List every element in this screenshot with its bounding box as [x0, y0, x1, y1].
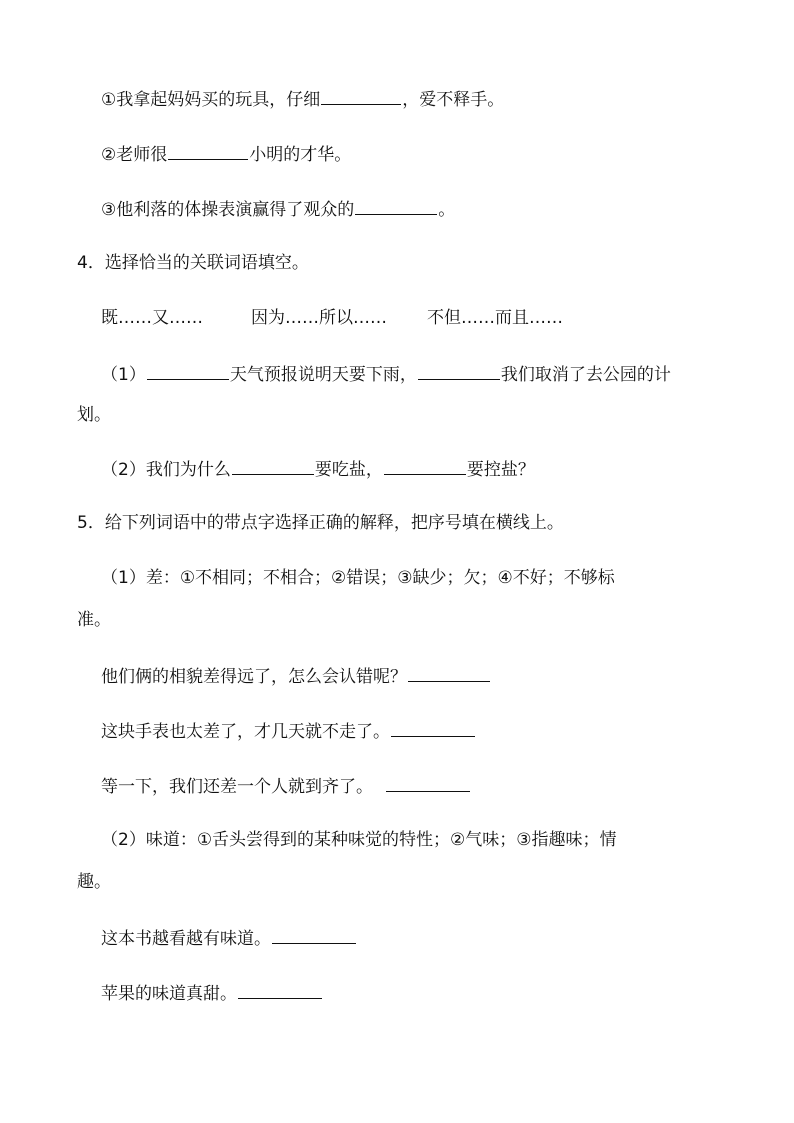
q5-p2-sentence-2	[101, 980, 323, 1006]
q3-item-2-after: 小明的才华。	[249, 145, 352, 165]
answer-blank[interactable]	[321, 86, 401, 105]
q4-s1-num: （1）	[101, 365, 146, 385]
q3-item-1-after: ，爱不释手。	[402, 90, 505, 110]
q4-sentence-2	[101, 456, 535, 482]
q4-s2-num: （2）	[101, 460, 146, 480]
q3-item-2	[101, 141, 351, 167]
q4-option-1: 既……又……	[101, 308, 203, 328]
q3-item-2-before: ②老师很	[101, 145, 168, 165]
sentence-text: 等一下，我们还差一个人就到齐了。	[101, 777, 373, 797]
q5-p2-line1: （2）味道：①舌头尝得到的某种味觉的特性；②气味；③指趣味；情	[101, 830, 617, 850]
q5-p1-sentence-1	[101, 663, 491, 689]
q4-option-2: 因为……所以……	[251, 308, 387, 328]
answer-blank[interactable]	[408, 663, 490, 682]
q4-options	[101, 306, 563, 330]
q4-s2-before: 我们为什么	[145, 460, 231, 480]
answer-blank[interactable]	[232, 456, 314, 475]
answer-blank[interactable]	[391, 718, 475, 737]
answer-blank[interactable]	[147, 361, 229, 380]
q5-p2-sentence-1	[101, 925, 357, 951]
q3-item-3-before: ③他利落的体操表演赢得了观众的	[101, 200, 355, 220]
q5-p2-line2: 趣。	[77, 872, 111, 892]
answer-blank[interactable]	[386, 773, 470, 792]
q4-s1-after: 我们取消了去公园的计	[500, 365, 671, 385]
q4-s2-after: 要控盐？	[466, 460, 535, 480]
q4-s1-mid: 天气预报说明天要下雨，	[229, 365, 417, 385]
answer-blank[interactable]	[384, 456, 466, 475]
q5-p1-line1: （1）差：①不相同；不相合；②错误；③缺少；欠；④不好；不够标	[101, 568, 615, 588]
q4-title: 4．选择恰当的关联词语填空。	[77, 253, 309, 273]
sentence-text: 这本书越看越有味道。	[101, 929, 271, 949]
sentence-text: 苹果的味道真甜。	[101, 984, 237, 1004]
q3-item-3	[101, 196, 455, 222]
q4-option-3: 不但……而且……	[427, 308, 563, 328]
answer-blank[interactable]	[272, 925, 356, 944]
q5-p1-sentence-3	[101, 773, 471, 799]
q4-s2-mid: 要吃盐，	[314, 460, 383, 480]
q4-s1-line2: 划。	[77, 405, 111, 425]
q4-sentence-1	[101, 361, 671, 387]
q5-p1-line2: 准。	[77, 610, 111, 630]
q3-item-1	[101, 86, 504, 112]
q5-p1-sentence-2	[101, 718, 476, 744]
sentence-text: 他们俩的相貌差得远了，怎么会认错呢？	[101, 667, 407, 687]
answer-blank[interactable]	[418, 361, 500, 380]
q3-item-1-before: ①我拿起妈妈买的玩具，仔细	[101, 90, 321, 110]
answer-blank[interactable]	[355, 196, 437, 215]
sentence-text: 这块手表也太差了，才几天就不走了。	[101, 722, 390, 742]
q5-title: 5．给下列词语中的带点字选择正确的解释，把序号填在横线上。	[77, 513, 564, 533]
answer-blank[interactable]	[168, 141, 248, 160]
q3-item-3-after: 。	[438, 200, 456, 220]
answer-blank[interactable]	[238, 980, 322, 999]
